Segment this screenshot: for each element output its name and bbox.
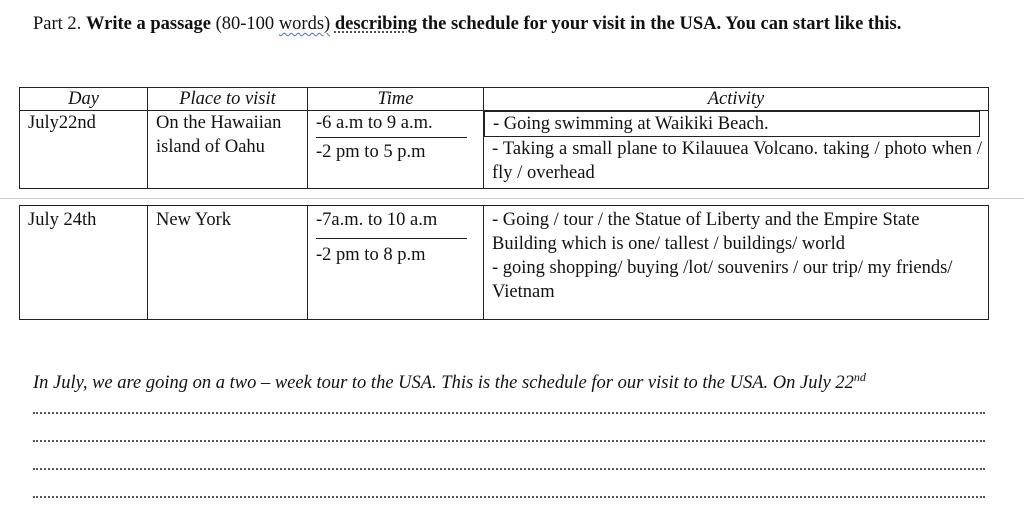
schedule-table-top	[19, 87, 989, 189]
starter-text: In July, we are going on a two – week tour to the USA. This is the schedule for our visit to the USA. On July 22	[33, 373, 854, 394]
starter-sentence	[33, 370, 866, 394]
page-divider	[0, 198, 1024, 199]
word-range: (80-100	[215, 14, 275, 34]
row-place: On the Hawaiian island of Oahu	[148, 111, 308, 189]
header-time: Time	[308, 88, 484, 111]
activity-item: - Going swimming at Waikiki Beach.	[484, 111, 980, 137]
activity-item: - Going / tour / the Statue of Liberty and the Empire State Building which is one/ tallest / buildings/ world	[492, 210, 920, 254]
table-header-row	[20, 88, 989, 111]
instructions	[33, 10, 993, 38]
header-activity: Activity	[484, 88, 989, 111]
row-activities	[484, 206, 989, 320]
writing-line[interactable]	[33, 412, 985, 414]
starter-superscript: nd	[853, 370, 866, 384]
table-row	[20, 206, 989, 320]
time-slot: -7a.m. to 10 a.m	[316, 210, 438, 230]
writing-line[interactable]	[33, 468, 985, 470]
row-day: July22nd	[20, 111, 148, 189]
header-place: Place to visit	[148, 88, 308, 111]
row-times	[308, 206, 484, 320]
row-day: July 24th	[20, 206, 148, 320]
activity-item: - Taking a small plane to Kilauuea Volcano. taking / photo when / fly / overhead	[492, 139, 982, 183]
word-label: words)	[278, 14, 331, 34]
instruction-bold-1: Write a passage	[85, 14, 211, 34]
activity-item: - going shopping/ buying /lot/ souvenirs / our trip/ my friends/ Vietnam	[492, 258, 953, 302]
row-activities	[484, 111, 989, 189]
row-times	[308, 111, 484, 189]
writing-line[interactable]	[33, 496, 985, 498]
header-day: Day	[20, 88, 148, 111]
row-place: New York	[148, 206, 308, 320]
table-row	[20, 111, 989, 189]
time-divider	[316, 238, 467, 239]
writing-line[interactable]	[33, 440, 985, 442]
schedule-table-bottom	[19, 205, 989, 320]
time-slot: -2 pm to 5 p.m	[316, 142, 426, 162]
describing-word: describing	[334, 14, 418, 34]
instruction-bold-2: the schedule for your visit in the USA. You can start like this.	[421, 14, 902, 34]
part-label: Part 2.	[33, 14, 82, 34]
time-slot: -2 pm to 8 p.m	[316, 245, 426, 265]
time-slot: -6 a.m to 9 a.m.	[316, 111, 467, 138]
